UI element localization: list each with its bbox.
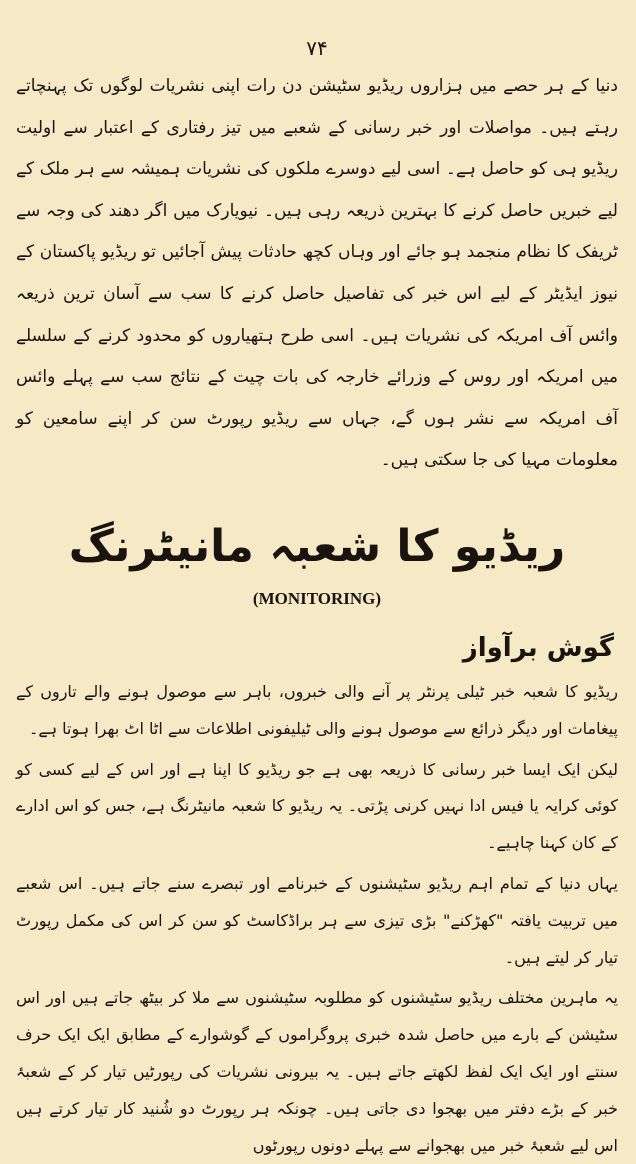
section-paragraph: یہاں دنیا کے تمام اہم ریڈیو سٹیشنوں کے خبرنامے اور تبصرے سنے جاتے ہیں۔ اس شعبے میں تربیت یافتہ "کھڑکنے" بڑی تیزی سے ہر براڈکاسٹ کو سن کر اس کی مکمل رپورٹ تیار کر لیتے ہیں۔ <box>16 873 619 967</box>
intro-paragraph: دنیا کے ہر حصے میں ہزاروں ریڈیو سٹیشن دن رات اپنی نشریات لوگوں تک پہنچاتے رہتے ہیں۔ مواصلات اور خبر رسانی کے شعبے میں تیز رفتاری کے اعتبار سے اولیت ریڈیو ہی کو حاصل ہے۔ اسی لیے دوسرے ملکوں کی نشریات ہمیشہ سے ہر ملک کے لیے خبریں حاصل کرنے کا بہترین ذریعہ رہی ہیں۔ نیویارک میں اگر دھند کی وجہ سے ٹریفک کا نظام منجمد ہو جائے اور وہاں کچھ حادثات پیش آجائیں تو ریڈیو پاکستان کے نیوز ایڈیٹر کے لیے اس خبر کی تفاصیل حاصل کرنے کا سب سے آسان ترین ذریعہ وائس آف امریکہ کی نشریات ہیں۔ اسی طرح ہتھیاروں کو محدود کرنے کے سلسلے میں امریکہ اور روس کے وزرائے خارجہ کی بات چیت کے نتائج سب سے پہلے وائس آف امریکہ سے نشر ہوں گے، جہاں سے ریڈیو رپورٹ سن کر اپنے سامعین کو معلومات مہیا کی جا سکتی ہیں۔ <box>16 76 618 471</box>
section-paragraph: یہ ماہرین مختلف ریڈیو سٹیشنوں کو مطلوبہ سٹیشنوں سے ملا کر بیٹھ جاتے ہیں اور اس سٹیشن کے بارے میں حاصل شدہ خبری پروگراموں کے گوشوارے کے مطابق ایک ایک حرف سنتے اور ایک ایک لفظ لکھتے جاتے ہیں۔ یہ بیرونی نشریات کی رپورٹیں تیار کر کے شعبۂ خبر کے بڑے دفتر میں بھجوا دی جاتی ہیں۔ چونکہ ہر رپورٹ دو شُنید کار تیار کرتے ہیں اس لیے شعبۂ خبر میں بھجوانے سے پہلے دونوں رپورٹوں <box>16 988 618 1155</box>
page-number: ۷۴ <box>306 36 328 60</box>
chapter-heading-english: (MONITORING) <box>252 588 382 608</box>
section-title: گوش برآواز <box>462 632 614 663</box>
chapter-heading: ریڈیو کا شعبہ مانیٹرنگ <box>68 520 566 572</box>
section-paragraph: لیکن ایک ایسا خبر رسانی کا ذریعہ بھی ہے جو ریڈیو کا اپنا ہے اور اس کے لیے کسی کو کوئی کرایہ یا فیس ادا نہیں کرنی پڑتی۔ یہ ریڈیو کا شعبہ مانیٹرنگ ہے، جس کو اس ادارے کے کان کہنا چاہیے۔ <box>16 759 618 853</box>
section-paragraph: ریڈیو کا شعبہ خبر ٹیلی پرنٹر پر آنے والی خبروں، باہر سے موصول ہونے والے تاروں کے پیغامات اور دیگر ذرائع سے موصول ہونے والی ٹیلیفونی اطلاعات سے اٹا اٹ بھرا ہوتا ہے۔ <box>16 681 618 738</box>
